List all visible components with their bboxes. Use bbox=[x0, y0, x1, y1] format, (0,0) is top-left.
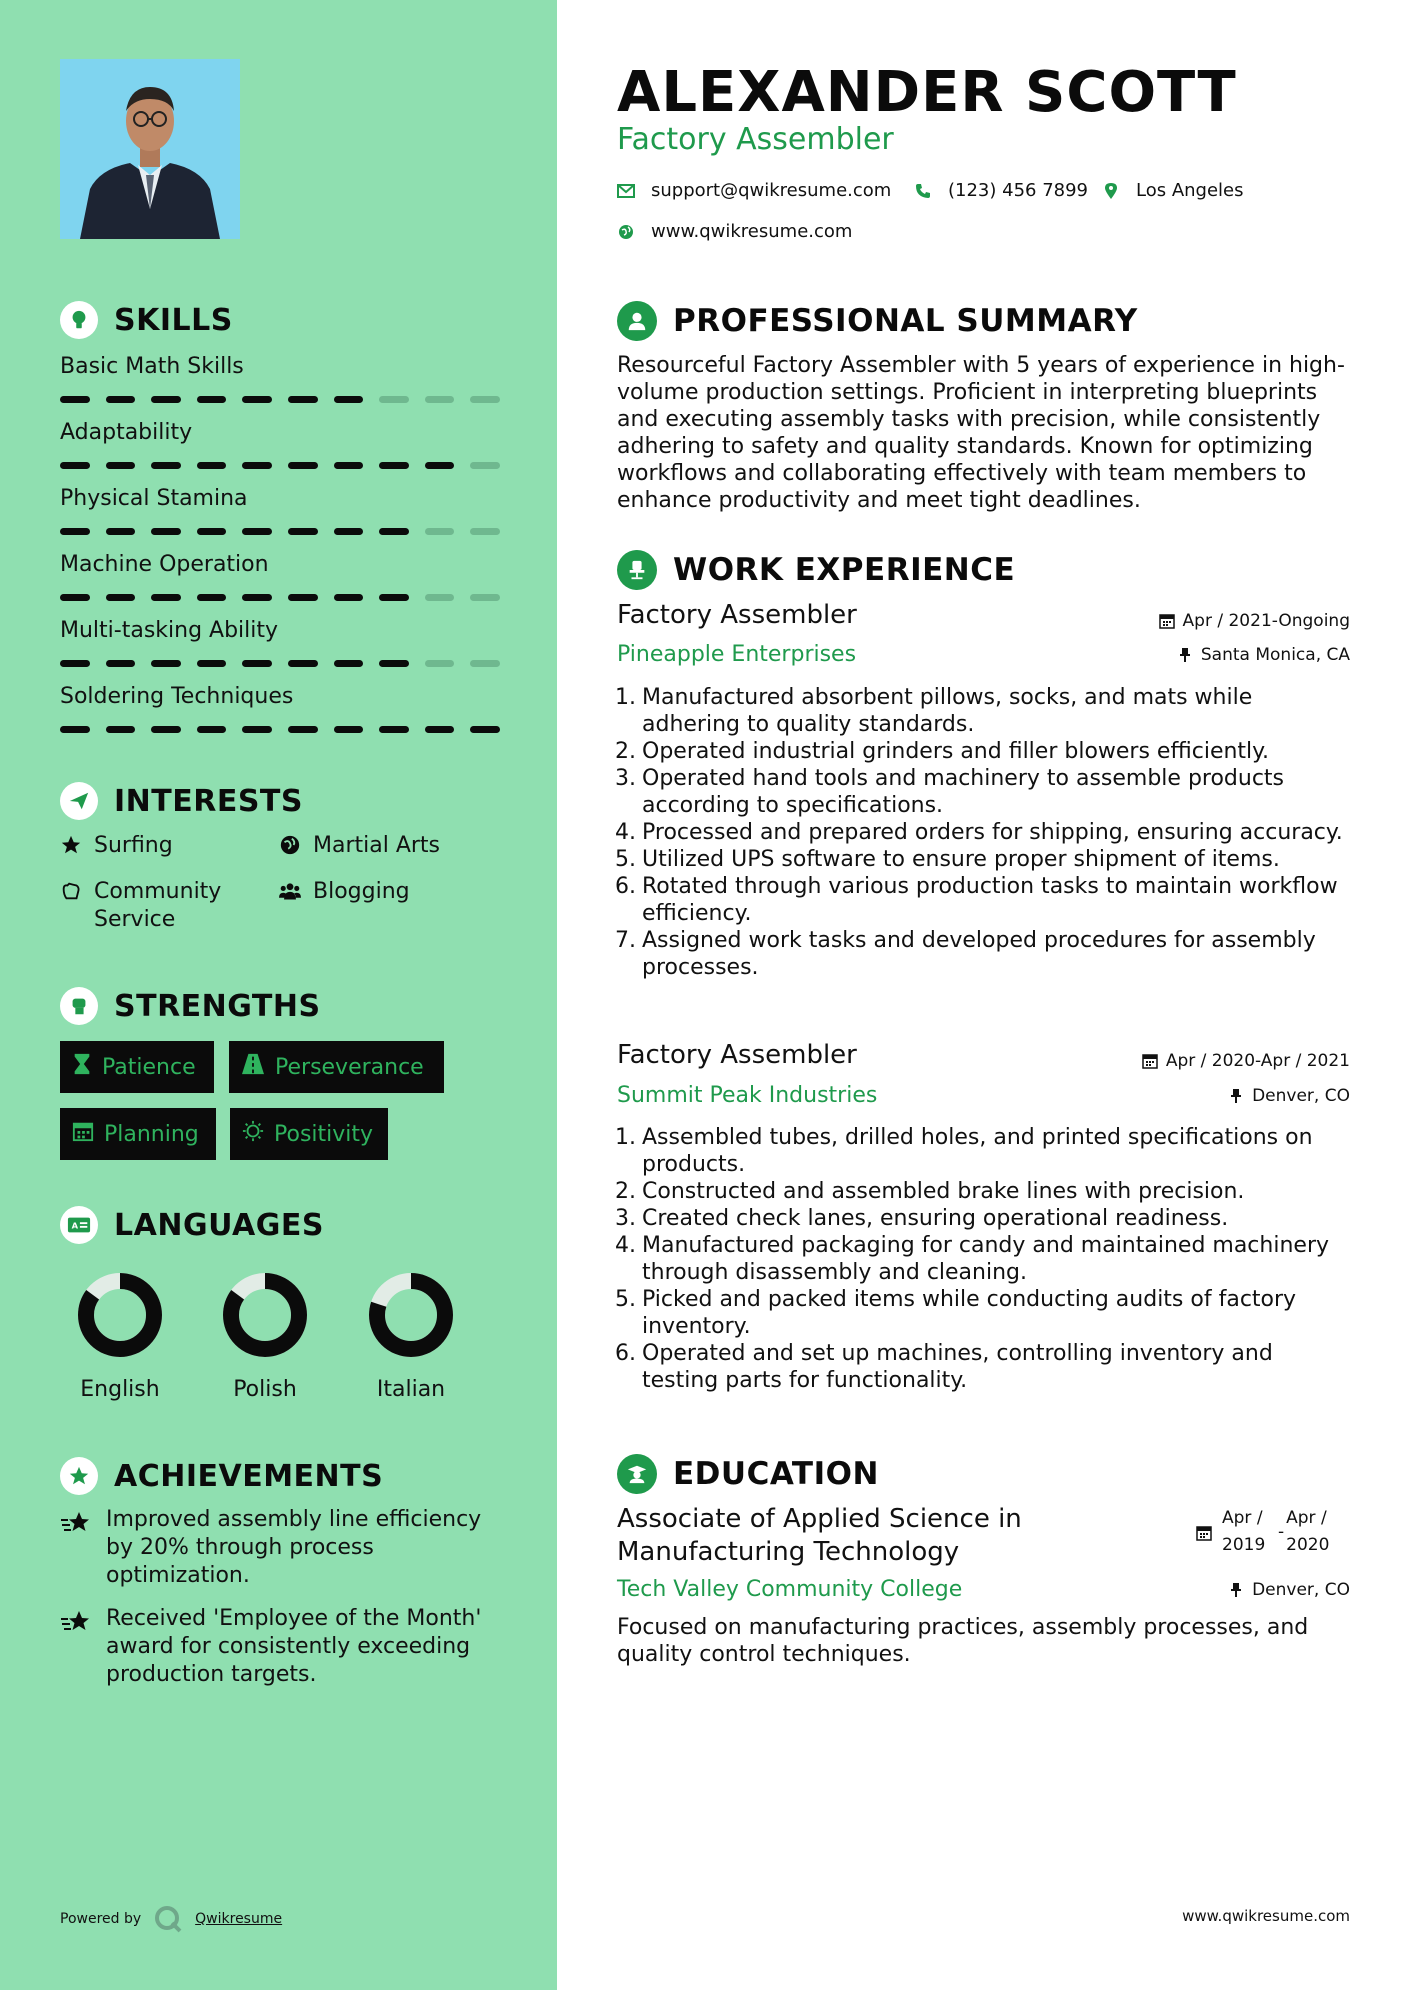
paper-plane-icon bbox=[60, 782, 98, 820]
skill-item bbox=[60, 418, 500, 469]
shooting-star-icon bbox=[60, 1506, 92, 1590]
skill-level-segment bbox=[151, 594, 181, 601]
users-icon bbox=[279, 880, 301, 902]
skill-level-segment bbox=[60, 396, 90, 403]
language-item bbox=[215, 1271, 315, 1402]
duty-text: Picked and packed items while conducting audits of factory inventory. bbox=[642, 1287, 1297, 1339]
skill-level-segment bbox=[379, 660, 409, 667]
skill-level-segment bbox=[151, 528, 181, 535]
skill-level-segment bbox=[106, 396, 136, 403]
duty-number: 6. bbox=[615, 874, 636, 899]
achievements-heading: ACHIEVEMENTS bbox=[60, 1456, 383, 1496]
skill-level-segment bbox=[242, 528, 272, 535]
skill-level-segment bbox=[197, 726, 227, 733]
globe-icon bbox=[279, 834, 301, 856]
skill-level-segment bbox=[425, 594, 455, 601]
interest-item: Blogging bbox=[279, 878, 410, 906]
skill-level-segment bbox=[288, 396, 318, 403]
strength-badge: Patience bbox=[60, 1041, 214, 1093]
footer-website[interactable]: www.qwikresume.com bbox=[1182, 1907, 1350, 1925]
strength-badge: Planning bbox=[60, 1108, 216, 1160]
job-title: Factory Assembler bbox=[617, 600, 857, 630]
skill-level-segment bbox=[106, 528, 136, 535]
duty-item bbox=[612, 1286, 1352, 1340]
skill-level-segment bbox=[425, 660, 455, 667]
duty-item bbox=[612, 1178, 1352, 1205]
contact-email[interactable]: support@qwikresume.com bbox=[617, 180, 891, 201]
skill-level-bar bbox=[60, 726, 500, 733]
skill-level-segment bbox=[60, 528, 90, 535]
skill-level-segment bbox=[288, 660, 318, 667]
skill-level-segment bbox=[151, 462, 181, 469]
skill-item bbox=[60, 616, 500, 667]
duty-text: Constructed and assembled brake lines with precision. bbox=[642, 1179, 1245, 1204]
duty-text: Manufactured packaging for candy and maintained machinery through disassembly and cleaning. bbox=[642, 1233, 1330, 1285]
duty-item bbox=[612, 765, 1352, 819]
candidate-role: Factory Assembler bbox=[617, 122, 894, 157]
skill-level-segment bbox=[470, 660, 500, 667]
skill-item bbox=[60, 682, 500, 733]
degree-title: Associate of Applied Science in Manufacturing Technology bbox=[617, 1504, 1022, 1567]
job-title: Factory Assembler bbox=[617, 1040, 857, 1070]
skill-level-segment bbox=[470, 396, 500, 403]
contact-website[interactable]: www.qwikresume.com bbox=[617, 221, 852, 242]
skill-level-segment bbox=[288, 594, 318, 601]
skill-level-segment bbox=[334, 462, 364, 469]
education-description: Focused on manufacturing practices, assembly processes, and quality control techniques. bbox=[617, 1615, 1309, 1667]
user-icon bbox=[617, 301, 657, 341]
skill-level-segment bbox=[288, 462, 318, 469]
duty-text: Processed and prepared orders for shipping, ensuring accuracy. bbox=[642, 820, 1343, 845]
skill-level-segment bbox=[379, 594, 409, 601]
skill-level-segment bbox=[242, 396, 272, 403]
skill-level-segment bbox=[106, 462, 136, 469]
qwikresume-link[interactable]: Qwikresume bbox=[195, 1911, 283, 1927]
skill-level-bar bbox=[60, 660, 500, 667]
svg-text:A: A bbox=[71, 1220, 79, 1231]
profile-photo bbox=[60, 59, 240, 239]
skill-level-segment bbox=[242, 660, 272, 667]
road-icon bbox=[241, 1053, 265, 1081]
skill-level-segment bbox=[470, 528, 500, 535]
pushpin-icon bbox=[1228, 1582, 1244, 1598]
interest-item: Surfing bbox=[60, 832, 173, 860]
skill-level-segment bbox=[106, 660, 136, 667]
duty-number: 2. bbox=[615, 1179, 636, 1204]
skill-level-segment bbox=[425, 528, 455, 535]
skill-level-segment bbox=[151, 660, 181, 667]
calendar-icon bbox=[1159, 613, 1175, 629]
skill-level-segment bbox=[60, 660, 90, 667]
language-item bbox=[70, 1271, 170, 1402]
job-duties bbox=[612, 684, 1352, 981]
duty-item bbox=[612, 738, 1352, 765]
interest-item: Community Service bbox=[60, 878, 260, 934]
job-duties bbox=[612, 1124, 1352, 1394]
skill-level-segment bbox=[379, 396, 409, 403]
duty-number: 6. bbox=[615, 1341, 636, 1366]
skill-level-segment bbox=[470, 594, 500, 601]
duty-item bbox=[612, 927, 1352, 981]
duty-item bbox=[612, 873, 1352, 927]
skill-level-segment bbox=[242, 726, 272, 733]
skill-name: Physical Stamina bbox=[60, 486, 248, 511]
office-chair-icon bbox=[617, 550, 657, 590]
duty-item bbox=[612, 1124, 1352, 1178]
job-company: Pineapple Enterprises bbox=[617, 642, 857, 667]
duty-number: 1. bbox=[615, 685, 636, 710]
summary-text: Resourceful Factory Assembler with 5 years of experience in high-volume production settings. Proficient in interpreting blueprints and executing assembly tasks with precision, while consistently adhering to safety and quality standards. Known for optimizing workflows and collaborating effectively with team members to enhance productivity and meet tight deadlines. bbox=[617, 353, 1345, 513]
map-pin-icon bbox=[1102, 182, 1120, 200]
graduate-icon bbox=[617, 1454, 657, 1494]
job-dates: Apr / 2021-Ongoing bbox=[1159, 611, 1350, 631]
calendar-icon bbox=[72, 1120, 94, 1148]
duty-number: 2. bbox=[615, 739, 636, 764]
achievement-item: Received 'Employee of the Month' award for consistently exceeding production targets. bbox=[60, 1605, 510, 1689]
duty-number: 4. bbox=[615, 820, 636, 845]
skill-level-segment bbox=[242, 462, 272, 469]
skill-level-segment bbox=[60, 726, 90, 733]
summary-heading: PROFESSIONAL SUMMARY bbox=[617, 300, 1138, 342]
sidebar bbox=[0, 0, 557, 1990]
sun-icon bbox=[242, 1120, 264, 1148]
language-level-ring bbox=[221, 1271, 309, 1359]
duty-text: Operated industrial grinders and filler blowers efficiently. bbox=[642, 739, 1270, 764]
duty-text: Assigned work tasks and developed procedures for assembly processes. bbox=[642, 928, 1316, 980]
star-icon bbox=[60, 834, 82, 856]
skill-level-segment bbox=[470, 726, 500, 733]
skill-level-segment bbox=[60, 462, 90, 469]
globe-icon bbox=[617, 223, 635, 241]
skill-level-segment bbox=[379, 528, 409, 535]
skill-level-segment bbox=[334, 528, 364, 535]
education-location: Denver, CO bbox=[1228, 1580, 1350, 1600]
language-card-icon bbox=[60, 1206, 98, 1244]
skill-item bbox=[60, 352, 500, 403]
skill-item bbox=[60, 484, 500, 535]
skill-level-segment bbox=[379, 726, 409, 733]
duty-text: Rotated through various production tasks to maintain workflow efficiency. bbox=[642, 874, 1338, 926]
powered-by: Powered by Qwikresume bbox=[60, 1904, 282, 1934]
skill-level-segment bbox=[334, 594, 364, 601]
skill-level-segment bbox=[60, 594, 90, 601]
phone-icon bbox=[914, 182, 932, 200]
language-name: Polish bbox=[233, 1377, 297, 1402]
skill-level-bar bbox=[60, 462, 500, 469]
job-company: Summit Peak Industries bbox=[617, 1083, 878, 1108]
language-name: Italian bbox=[376, 1377, 446, 1402]
hand-icon bbox=[60, 880, 82, 902]
job-location: Santa Monica, CA bbox=[1177, 645, 1350, 665]
experience-heading: WORK EXPERIENCE bbox=[617, 549, 1015, 591]
duty-text: Operated and set up machines, controlling inventory and testing parts for functionality. bbox=[642, 1341, 1273, 1393]
star-badge-icon bbox=[60, 1457, 98, 1495]
hourglass-icon bbox=[72, 1053, 92, 1081]
duty-number: 5. bbox=[615, 1287, 636, 1312]
skill-level-segment bbox=[197, 528, 227, 535]
calendar-icon bbox=[1196, 1523, 1212, 1550]
duty-item bbox=[612, 1232, 1352, 1286]
pushpin-icon bbox=[1177, 647, 1193, 663]
qwikresume-logo-icon bbox=[153, 1904, 183, 1934]
languages-heading: A LANGUAGES bbox=[60, 1205, 324, 1245]
envelope-icon bbox=[617, 182, 635, 200]
duty-item bbox=[612, 1340, 1352, 1394]
skill-name: Adaptability bbox=[60, 420, 193, 445]
job-location: Denver, CO bbox=[1228, 1086, 1350, 1106]
school-name: Tech Valley Community College bbox=[617, 1577, 963, 1602]
pushpin-icon bbox=[1228, 1088, 1244, 1104]
interests-heading: INTERESTS bbox=[60, 781, 303, 821]
duty-item bbox=[612, 846, 1352, 873]
achievement-item: Improved assembly line efficiency by 20% through process optimization. bbox=[60, 1506, 510, 1590]
duty-text: Operated hand tools and machinery to assemble products according to specifications. bbox=[642, 766, 1285, 818]
strength-badge: Perseverance bbox=[229, 1041, 444, 1093]
duty-item bbox=[612, 1205, 1352, 1232]
candidate-name: ALEXANDER SCOTT bbox=[617, 60, 1237, 125]
lightbulb-icon bbox=[60, 301, 98, 339]
language-item bbox=[361, 1271, 461, 1402]
strengths-heading: STRENGTHS bbox=[60, 986, 321, 1026]
skill-item bbox=[60, 550, 500, 601]
skill-level-segment bbox=[470, 462, 500, 469]
duty-number: 5. bbox=[615, 847, 636, 872]
strength-badge: Positivity bbox=[230, 1108, 388, 1160]
duty-text: Utilized UPS software to ensure proper shipment of items. bbox=[642, 847, 1280, 872]
skill-name: Soldering Techniques bbox=[60, 684, 294, 709]
skill-level-segment bbox=[197, 396, 227, 403]
date-separator: - bbox=[1278, 1522, 1285, 1542]
fist-icon bbox=[60, 987, 98, 1025]
skill-level-segment bbox=[288, 528, 318, 535]
duty-item bbox=[612, 684, 1352, 738]
skill-level-bar bbox=[60, 528, 500, 535]
duty-number: 7. bbox=[615, 928, 636, 953]
education-heading: EDUCATION bbox=[617, 1453, 879, 1495]
skill-name: Multi-tasking Ability bbox=[60, 618, 279, 643]
job-dates: Apr / 2020-Apr / 2021 bbox=[1142, 1051, 1350, 1071]
contact-phone[interactable]: (123) 456 7899 bbox=[914, 180, 1088, 201]
duty-number: 4. bbox=[615, 1233, 636, 1258]
calendar-icon bbox=[1142, 1053, 1158, 1069]
duty-item bbox=[612, 819, 1352, 846]
duty-number: 1. bbox=[615, 1125, 636, 1150]
duty-number: 3. bbox=[615, 766, 636, 791]
duty-text: Created check lanes, ensuring operational readiness. bbox=[642, 1206, 1229, 1231]
skill-level-segment bbox=[334, 660, 364, 667]
skill-level-segment bbox=[425, 726, 455, 733]
skill-level-segment bbox=[197, 462, 227, 469]
shooting-star-icon bbox=[60, 1605, 92, 1689]
skill-name: Machine Operation bbox=[60, 552, 269, 577]
duty-number: 3. bbox=[615, 1206, 636, 1231]
skill-level-segment bbox=[379, 462, 409, 469]
skill-level-segment bbox=[334, 726, 364, 733]
skill-level-segment bbox=[197, 660, 227, 667]
skill-level-segment bbox=[288, 726, 318, 733]
language-level-ring bbox=[76, 1271, 164, 1359]
skill-level-bar bbox=[60, 594, 500, 601]
contact-location: Los Angeles bbox=[1102, 180, 1244, 201]
language-level-ring bbox=[367, 1271, 455, 1359]
duty-text: Manufactured absorbent pillows, socks, and mats while adhering to quality standards. bbox=[642, 685, 1253, 737]
skill-level-segment bbox=[197, 594, 227, 601]
skill-level-segment bbox=[151, 726, 181, 733]
skill-level-segment bbox=[425, 462, 455, 469]
skill-level-segment bbox=[106, 594, 136, 601]
interest-item: Martial Arts bbox=[279, 832, 440, 860]
skill-level-segment bbox=[425, 396, 455, 403]
language-name: English bbox=[80, 1377, 160, 1402]
skills-heading: SKILLS bbox=[60, 300, 233, 340]
skill-level-bar bbox=[60, 396, 500, 403]
duty-text: Assembled tubes, drilled holes, and printed specifications on products. bbox=[642, 1125, 1313, 1177]
skill-level-segment bbox=[334, 396, 364, 403]
skill-level-segment bbox=[242, 594, 272, 601]
skill-level-segment bbox=[106, 726, 136, 733]
skill-name: Basic Math Skills bbox=[60, 354, 244, 379]
education-dates: Apr / 2019 - Apr / 2020 bbox=[1196, 1505, 1338, 1559]
skill-level-segment bbox=[151, 396, 181, 403]
